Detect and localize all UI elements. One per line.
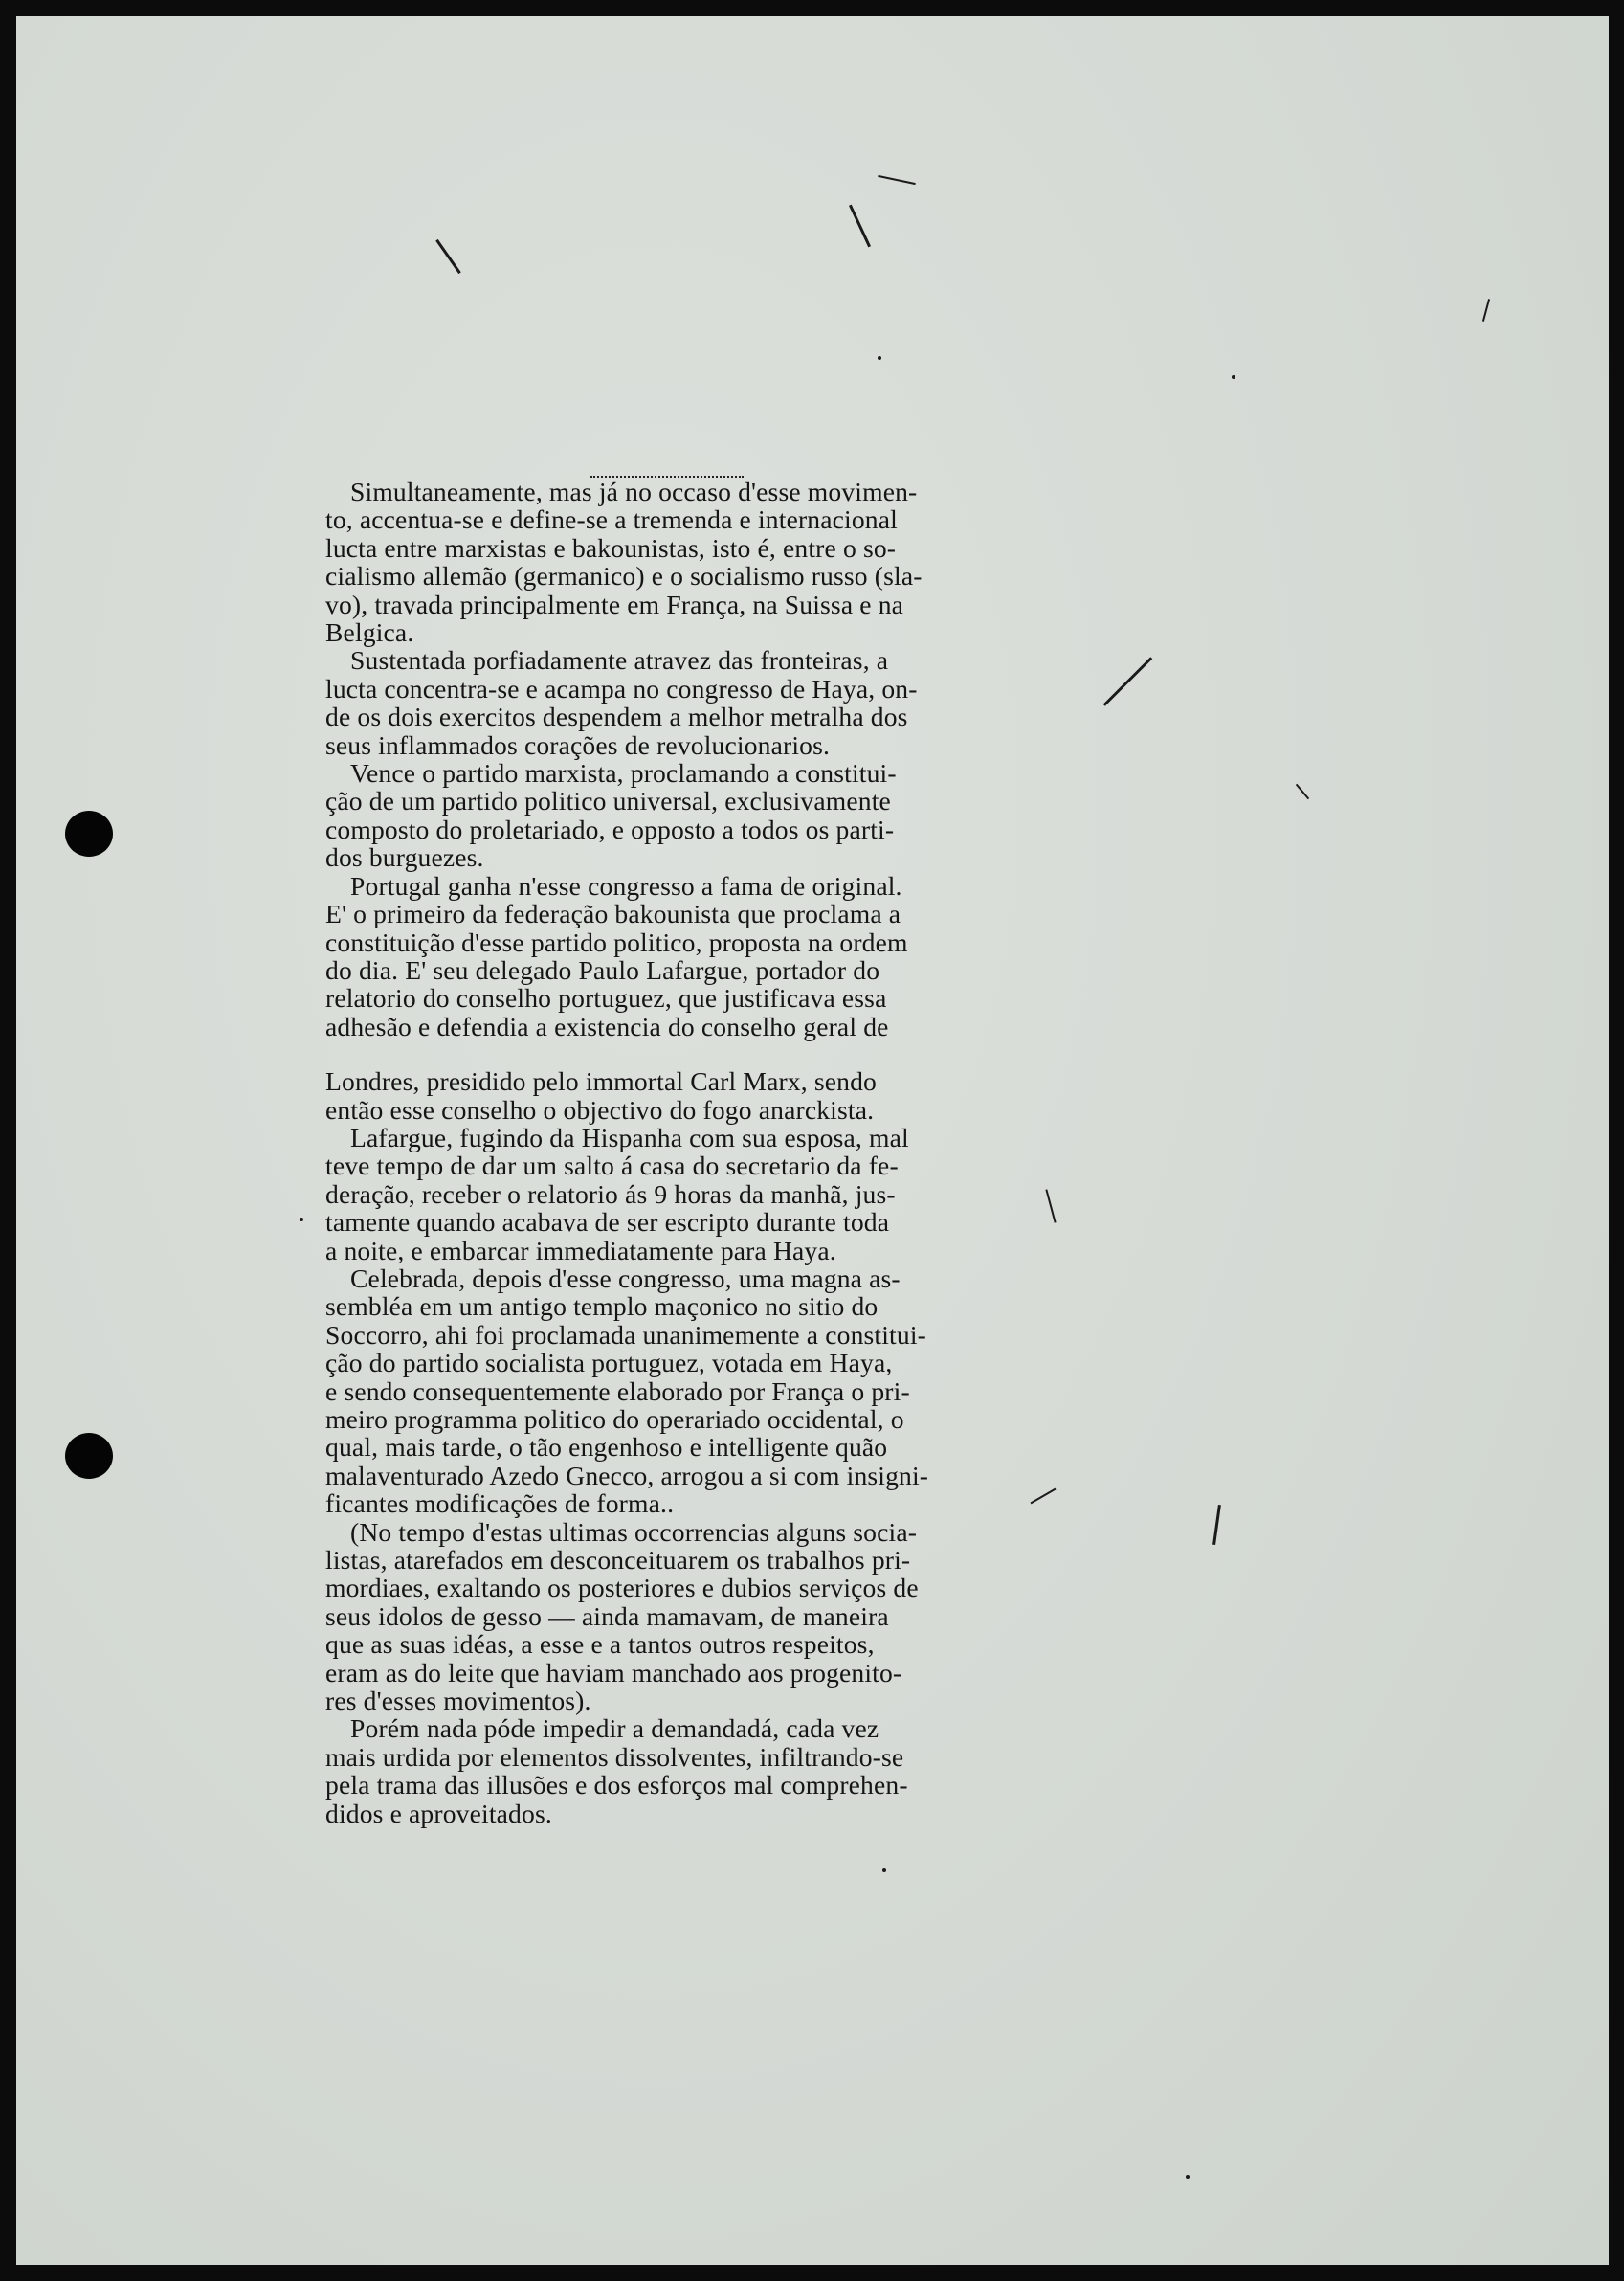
paragraph: Porém nada póde impedir a demandadá, cada vez mais urdida por elementos dissolventes, infiltrando-se pela trama das illusões e dos esforços mal comprehen- didos e aproveitados. xyxy=(325,1713,908,1828)
paragraph: Sustentada porfiadamente atravez das fronteiras, a lucta concentra-se e acampa no congresso de Haya, on- de os dois exercitos despendem a melhor metralha dos seus inflammados corações de revolucionarios. xyxy=(325,645,918,760)
stray-mark xyxy=(1296,784,1309,800)
stray-dot xyxy=(882,1868,886,1872)
paragraph: Portugal ganha n'esse congresso a fama de original. E' o primeiro da federação bakounista que proclama a constituição d'esse partido politico, proposta na ordem do dia. E' seu delegado Paulo Lafargue, portador do relatorio do conselho portuguez, que justificava essa adhesão e defendia a existencia do conselho geral de xyxy=(325,870,908,1041)
punch-hole xyxy=(65,811,113,857)
stray-mark xyxy=(1212,1505,1221,1545)
stray-dot xyxy=(300,1218,303,1221)
stray-mark xyxy=(878,175,916,185)
paragraph: Simultaneamente, mas já no occaso d'esse movimen- to, accentua-se e define-se a tremenda e internacional lucta entre marxistas e bakounistas, isto é, entre o so- cialismo allemão (germanico) e o socialismo russo (sla- vo), travada principalmente em França, na Suissa e na Belgica. xyxy=(325,477,923,648)
paragraph: Londres, presidido pelo immortal Carl Marx, sendo então esse conselho o objectivo do fogo anarckista. xyxy=(325,1066,877,1125)
punch-hole xyxy=(65,1433,113,1479)
stray-mark xyxy=(1045,1189,1056,1222)
paragraph: Lafargue, fugindo da Hispanha com sua esposa, mal teve tempo de dar um salto á casa do secretario da fe- deração, receber o relatorio ás 9 horas da manhã, jus- tamente quando acabava de ser escripto durante toda a noite, e embarcar immediatamente para Haya. xyxy=(325,1122,909,1265)
stray-mark xyxy=(1103,657,1153,706)
paragraph: Celebrada, depois d'esse congresso, uma magna as- sembléa em um antigo templo maçonico no sitio do Soccorro, ahi foi proclamada unanimemente a constitui- ção do partido socialista portuguez, votada em Haya, e sendo consequentemente elaborado por França o pri- meiro programma politico do operariado occidental, o qual, mais tarde, o tão engenhoso e intelligente quão malaventurado Azedo Gnecco, arrogou a si com insigni- ficantes modificações de forma.. xyxy=(325,1263,929,1519)
stray-dot xyxy=(878,356,881,360)
stray-mark xyxy=(435,239,461,274)
paragraph: Vence o partido marxista, proclamando a constitui- ção de um partido politico universal, exclusivamente composto do proletariado, e opposto a todos os parti- dos burguezes. xyxy=(325,758,897,873)
stray-mark xyxy=(1482,299,1490,322)
stray-mark xyxy=(849,205,871,248)
stray-dot xyxy=(1232,375,1235,379)
stray-dot xyxy=(1186,2175,1190,2179)
article-text xyxy=(325,478,1045,1827)
paragraph: (No tempo d'estas ultimas occorrencias alguns socia- listas, atarefados em desconceituarem os trabalhos pri- mordiaes, exaltando os posteriores e dubios serviços de seus idolos de gesso — ainda mamavam, de maneira que as suas idéas, a esse e a tantos outros respeitos, eram as do leite que haviam manchado aos progenito- res d'esses movimentos). xyxy=(325,1516,919,1716)
document-page xyxy=(16,16,1609,2265)
